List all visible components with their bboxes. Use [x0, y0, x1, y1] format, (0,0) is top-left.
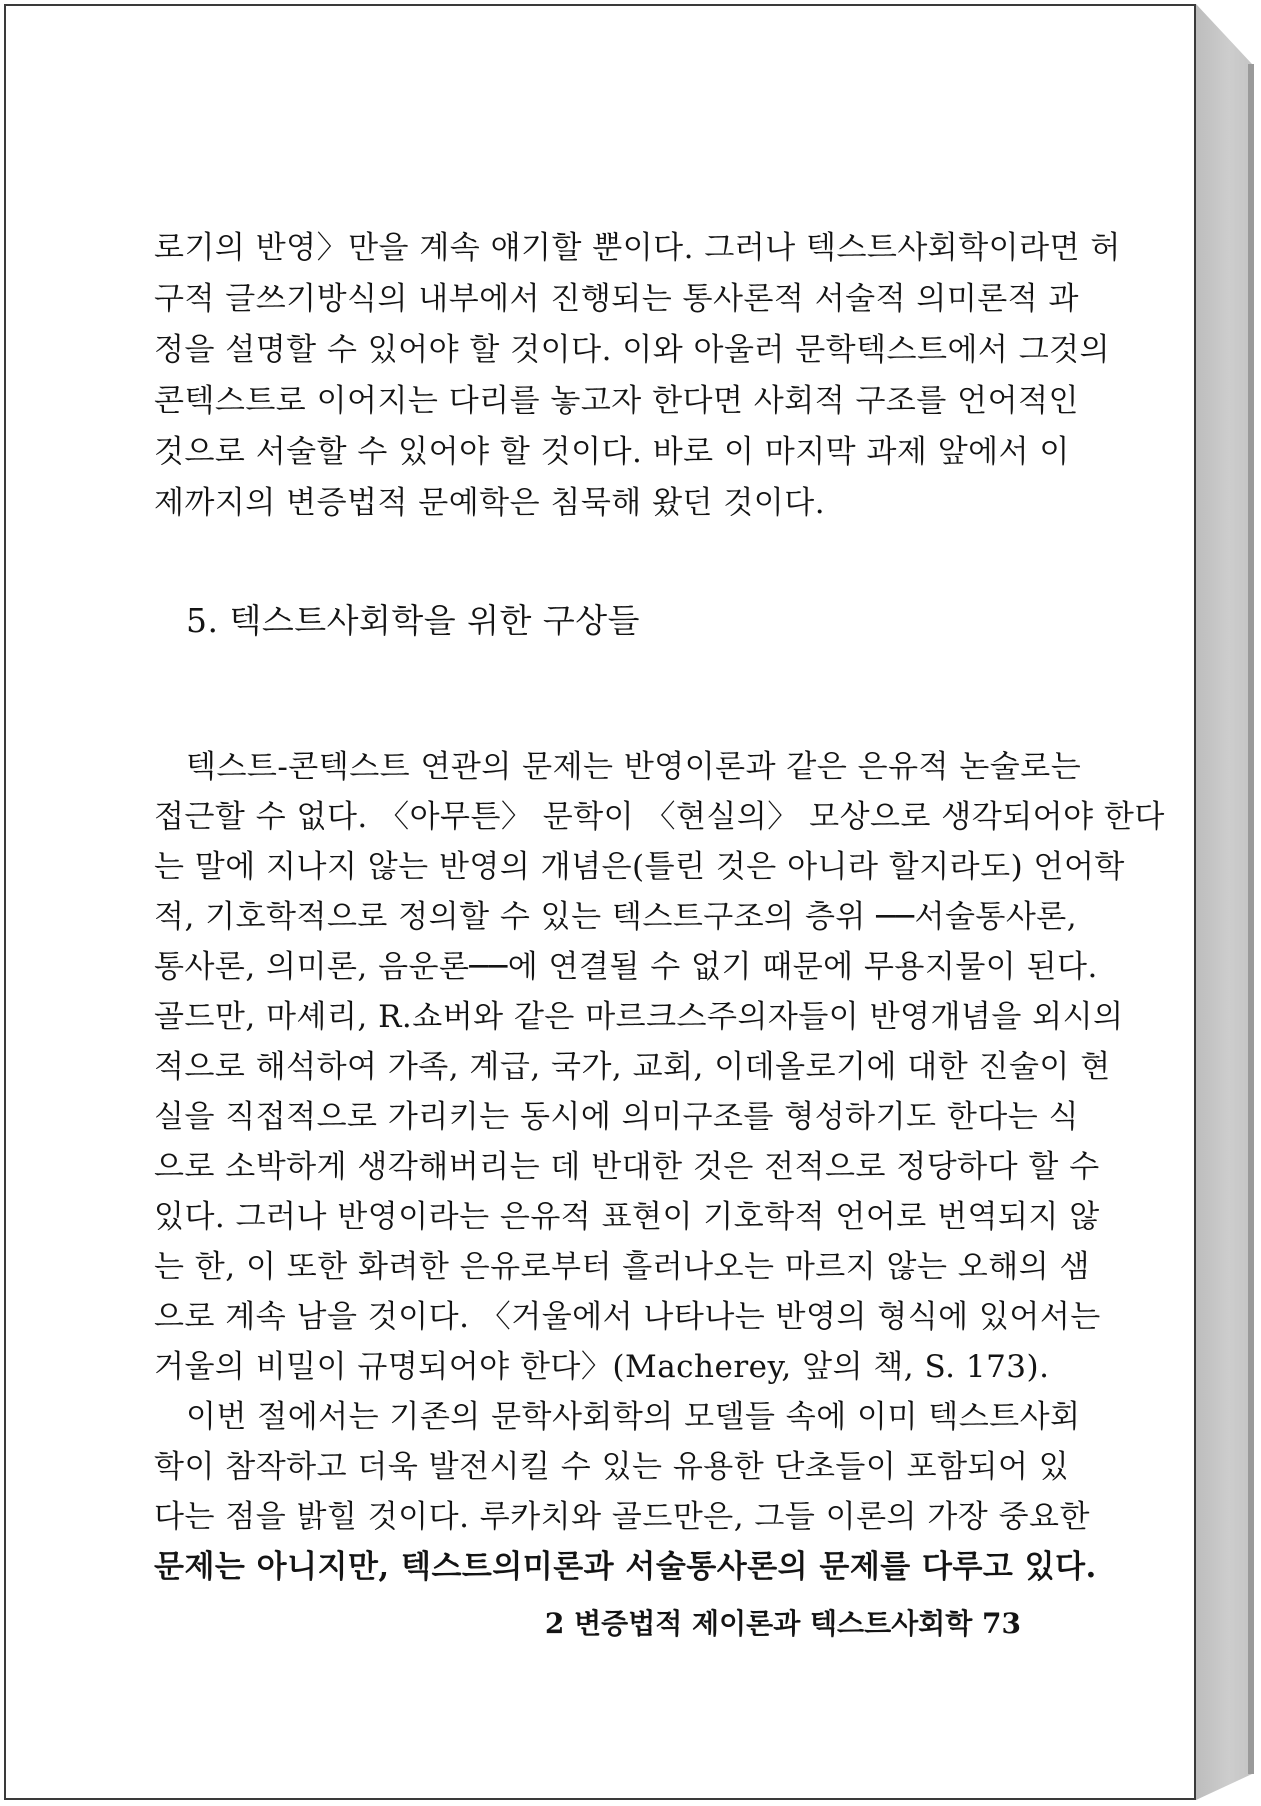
- text-line: 텍스트-콘텍스트 연관의 문제는 반영이론과 같은 은유적 논술로는: [186, 749, 1082, 785]
- text-line: 거울의 비밀이 규명되어야 한다〉(Macherey, 앞의 책, S. 173).: [154, 1349, 1050, 1385]
- text-line: 제까지의 변증법적 문예학은 침묵해 왔던 것이다.: [154, 485, 826, 521]
- text-line: 학이 참작하고 더욱 발전시킬 수 있는 유용한 단초들이 포함되어 있: [154, 1449, 1070, 1485]
- book-spine-edge: [1248, 64, 1254, 1774]
- text-line: 으로 소박하게 생각해버리는 데 반대한 것은 전적으로 정당하다 할 수: [154, 1149, 1100, 1185]
- text-line: 통사론, 의미론, 음운론──에 연결될 수 없기 때문에 무용지물이 된다.: [154, 949, 1098, 985]
- text-line: 이번 절에서는 기존의 문학사회학의 모델들 속에 이미 텍스트사회: [186, 1399, 1081, 1435]
- text-line: 는 말에 지나지 않는 반영의 개념은(틀린 것은 아니라 할지라도) 언어학: [154, 849, 1125, 885]
- book-spine: [1196, 4, 1252, 1800]
- text-line: 문제는 아니지만, 텍스트의미론과 서술통사론의 문제를 다루고 있다.: [154, 1549, 1097, 1585]
- page-number: 73: [982, 1607, 1021, 1640]
- text-line: 것으로 서술할 수 있어야 할 것이다. 바로 이 마지막 과제 앞에서 이: [154, 434, 1070, 470]
- section-heading: 5. 텍스트사회학을 위한 구상들: [186, 601, 640, 640]
- page-footer: [545, 1606, 1021, 1642]
- text-line: 적, 기호학적으로 정의할 수 있는 텍스트구조의 층위 ──서술통사론,: [154, 899, 1078, 935]
- text-line: 는 한, 이 또한 화려한 은유로부터 흘러나오는 마르지 않는 오해의 샘: [154, 1249, 1090, 1285]
- text-line: 콘텍스트로 이어지는 다리를 놓고자 한다면 사회적 구조를 언어적인: [154, 383, 1079, 419]
- text-line: 있다. 그러나 반영이라는 은유적 표현이 기호학적 언어로 번역되지 않: [154, 1199, 1100, 1235]
- text-line: 적으로 해석하여 가족, 계급, 국가, 교회, 이데올로기에 대한 진술이 현: [154, 1049, 1111, 1085]
- text-line: 실을 직접적으로 가리키는 동시에 의미구조를 형성하기도 한다는 식: [154, 1099, 1079, 1135]
- text-line: 로기의 반영〉만을 계속 얘기할 뿐이다. 그러나 텍스트사회학이라면 허: [154, 230, 1121, 266]
- text-line: 으로 계속 남을 것이다. 〈거울에서 나타나는 반영의 형식에 있어서는: [154, 1299, 1101, 1335]
- running-header-chapter: 2 변증법적 제이론과 텍스트사회학: [544, 1607, 973, 1640]
- text-line: 정을 설명할 수 있어야 할 것이다. 이와 아울러 문학텍스트에서 그것의: [154, 332, 1111, 368]
- text-line: 골드만, 마셰리, R.쇼버와 같은 마르크스주의자들이 반영개념을 외시의: [154, 999, 1124, 1035]
- text-line: 다는 점을 밝힐 것이다. 루카치와 골드만은, 그들 이론의 가장 중요한: [154, 1499, 1090, 1535]
- text-line: 구적 글쓰기방식의 내부에서 진행되는 통사론적 서술적 의미론적 과: [154, 281, 1079, 317]
- text-line: 접근할 수 없다. 〈아무튼〉 문학이 〈현실의〉 모상으로 생각되어야 한다: [154, 799, 1165, 835]
